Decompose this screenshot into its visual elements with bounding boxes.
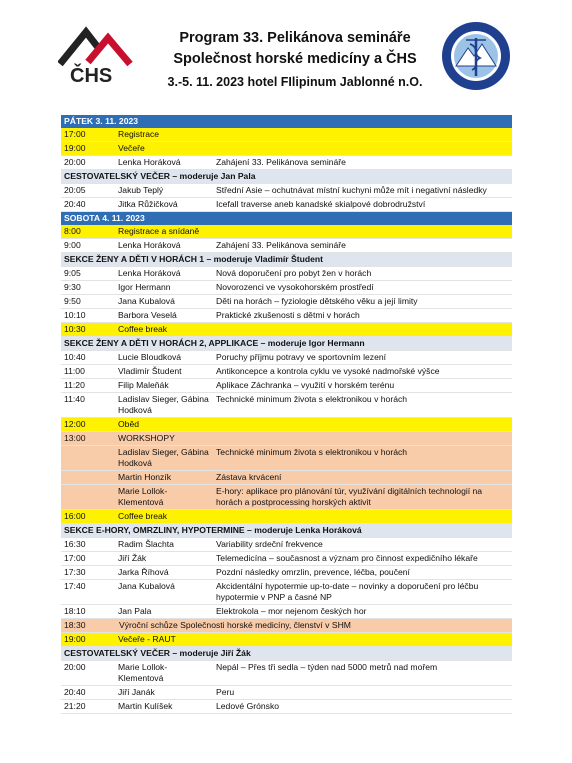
row-topic: Praktické zkušenosti s dětmi v horách (216, 310, 360, 320)
row-topic (214, 142, 512, 155)
row-topic: Peru (216, 687, 235, 697)
row-topic (214, 128, 512, 141)
section-title: CESTOVATELSKÝ VEČER – moderuje Jiří Žák (64, 648, 251, 658)
row-topic: Zástava krvácení (216, 472, 282, 482)
section-title: SEKCE E-HORY, OMRZLINY, HYPOTERMINE – moderuje Lenka Horáková (64, 525, 362, 535)
row-speaker: Jitka Růžičková (118, 199, 178, 209)
schedule-row (61, 633, 512, 647)
schedule-row (61, 552, 512, 566)
row-topic (214, 432, 512, 445)
title-line-3: 3.-5. 11. 2023 hotel FIlipinum Jablonné n.O. (167, 75, 423, 89)
row-speaker: Jan Pala (118, 606, 152, 616)
row-speaker: Marie Lollok-Klementová (118, 486, 168, 507)
row-time: 20:40 (64, 687, 86, 697)
row-topic (214, 633, 512, 646)
row-time: 16:00 (64, 511, 86, 521)
row-time: 17:00 (64, 553, 86, 563)
schedule-row (61, 510, 512, 524)
schedule-row (61, 700, 512, 714)
schedule-row (61, 267, 512, 281)
row-speaker: Radim Šlachta (118, 539, 174, 549)
schedule-row (61, 309, 512, 323)
row-topic (214, 418, 512, 431)
title-line-2: Společnost horské medicíny a ČHS (173, 51, 417, 67)
section-title: SOBOTA 4. 11. 2023 (64, 213, 145, 223)
row-speaker: Jiří Žák (118, 553, 147, 563)
schedule-row (61, 351, 512, 365)
row-time: 19:00 (64, 143, 86, 153)
row-speaker: Ladislav Sieger, Gábina Hodková (118, 447, 209, 468)
row-topic: Zahájení 33. Pelikánova semináře (216, 157, 346, 167)
section-title: SEKCE ŽENY A DĚTI V HORÁCH 1 – moderuje Vladimír Študent (64, 254, 323, 264)
row-time (61, 446, 116, 470)
row-speaker: Martin Honzík (118, 472, 172, 482)
row-topic (214, 323, 512, 336)
row-speaker: Jiří Janák (118, 687, 155, 697)
row-time: 20:40 (64, 199, 86, 209)
row-speaker: Jana Kubalová (118, 581, 175, 591)
row-event: Výroční schůze Společnosti horské medicíny, členství v SHM (119, 620, 351, 630)
row-time: 9:50 (64, 296, 81, 306)
row-topic: Nepál – Přes tři sedla – týden nad 5000 metrů nad mořem (216, 662, 438, 672)
row-speaker: WORKSHOPY (118, 433, 175, 443)
row-speaker: Barbora Veselá (118, 310, 177, 320)
schedule-row (61, 198, 512, 212)
row-speaker: Coffee break (118, 324, 168, 334)
row-topic: Děti na horách – fyziologie dětského věku a její limity (216, 296, 418, 306)
row-time: 19:00 (64, 634, 86, 644)
row-speaker: Registrace (118, 129, 160, 139)
section-header (61, 253, 512, 267)
schedule-row (61, 605, 512, 619)
row-speaker: Večeře - RAUT (118, 634, 176, 644)
schedule-row (61, 281, 512, 295)
schedule-row (61, 295, 512, 309)
row-speaker: Martin Kulíšek (118, 701, 173, 711)
row-speaker: Jana Kubalová (118, 296, 175, 306)
schedule-row (61, 239, 512, 253)
row-topic: Akcidentální hypotermie up-to-date – novinky a doporučení pro léčbu hypotermie v PNP a časné NP (216, 581, 479, 602)
schedule-table (61, 115, 512, 714)
schedule-row (61, 393, 512, 418)
row-topic: Telemedicína – současnost a význam pro činnost expedičního lékaře (216, 553, 478, 563)
row-topic (214, 225, 512, 238)
row-speaker: Lenka Horáková (118, 157, 181, 167)
row-topic: Střední Asie – ochutnávat místní kuchyni může mít i negativní následky (216, 185, 487, 195)
row-speaker: Ladislav Sieger, Gábina Hodková (118, 394, 209, 415)
title-line-1: Program 33. Pelikánova semináře (179, 30, 411, 46)
row-time: 18:10 (64, 606, 86, 616)
row-speaker: Jakub Teplý (118, 185, 164, 195)
row-speaker: Jarka Říhová (118, 567, 169, 577)
schedule-row (61, 156, 512, 170)
section-header (61, 212, 512, 225)
row-speaker: Lenka Horáková (118, 268, 181, 278)
schedule-row (61, 471, 512, 485)
schedule-row (61, 432, 512, 446)
row-time: 17:30 (64, 567, 86, 577)
schedule-row (61, 446, 512, 471)
schedule-row (61, 128, 512, 142)
row-topic: Novorozenci ve vysokohorském prostředí (216, 282, 374, 292)
row-time: 16:30 (64, 539, 86, 549)
schedule-row (61, 580, 512, 605)
chs-logo-icon (58, 24, 138, 84)
row-time: 10:10 (64, 310, 86, 320)
document-title (150, 28, 440, 92)
row-topic: Variability srdeční frekvence (216, 539, 323, 549)
schedule-row (61, 538, 512, 552)
row-time: 10:40 (64, 352, 86, 362)
row-time: 17:40 (64, 581, 86, 591)
row-speaker: Večeře (118, 143, 145, 153)
logo-text: ČHS (70, 65, 113, 84)
row-speaker: Filip Maleňák (118, 380, 169, 390)
row-time: 18:30 (64, 620, 86, 630)
schedule-row (61, 184, 512, 198)
row-time (61, 485, 116, 509)
row-topic: Aplikace Záchranka – využití v horském terénu (216, 380, 395, 390)
schedule-row (61, 379, 512, 393)
row-topic (214, 510, 512, 523)
row-speaker: Lucie Bloudková (118, 352, 182, 362)
row-speaker: Coffee break (118, 511, 168, 521)
schedule-row (61, 686, 512, 700)
row-time: 11:40 (64, 394, 85, 404)
row-topic: Pozdní následky omrzlin, prevence, léčba, poučení (216, 567, 410, 577)
row-topic: Zahájení 33. Pelikánova semináře (216, 240, 346, 250)
section-header (61, 170, 512, 184)
schedule-row (61, 566, 512, 580)
row-time: 8:00 (64, 226, 81, 236)
row-time: 21:20 (64, 701, 86, 711)
row-time: 20:05 (64, 185, 86, 195)
schedule-row (61, 485, 512, 510)
row-topic: Elektrokola – mor nejenom českých hor (216, 606, 367, 616)
section-title: PÁTEK 3. 11. 2023 (64, 116, 139, 126)
row-time: 9:05 (64, 268, 81, 278)
row-time: 20:00 (64, 157, 86, 167)
row-time: 11:00 (64, 366, 85, 376)
section-header (61, 337, 512, 351)
row-topic: Nová doporučení pro pobyt žen v horách (216, 268, 372, 278)
schedule-row (61, 323, 512, 337)
schedule-row (61, 142, 512, 156)
schedule-row (61, 225, 512, 239)
schedule-row (61, 661, 512, 686)
row-time: 17:00 (64, 129, 86, 139)
schedule-row (61, 365, 512, 379)
row-topic: Ledové Grónsko (216, 701, 280, 711)
shm-emblem-icon (440, 20, 512, 92)
row-time: 20:00 (64, 662, 86, 672)
row-topic: E-hory: aplikace pro plánování túr, využívání digitálních technologií na horách a postprocessing horských aktivit (216, 486, 483, 507)
row-speaker: Marie Lollok-Klementová (118, 662, 168, 683)
schedule-row (61, 619, 512, 633)
schedule-row (61, 418, 512, 432)
row-time: 10:30 (64, 324, 86, 334)
row-topic: Poruchy příjmu potravy ve sportovním lezení (216, 352, 387, 362)
row-time: 9:00 (64, 240, 81, 250)
row-topic: Icefall traverse aneb kanadské skialpové dobrodružství (216, 199, 426, 209)
row-speaker: Lenka Horáková (118, 240, 181, 250)
document-header (0, 0, 572, 110)
row-speaker: Registrace a snídaně (118, 226, 200, 236)
section-header (61, 647, 512, 661)
row-speaker: Igor Hermann (118, 282, 171, 292)
section-title: SEKCE ŽENY A DĚTI V HORÁCH 2, APPLIKACE – moderuje Igor Hermann (64, 338, 365, 348)
row-time: 12:00 (64, 419, 86, 429)
row-topic: Technické minimum života s elektronikou v horách (216, 447, 408, 457)
row-topic: Antikoncepce a kontrola cyklu ve vysoké nadmořské výšce (216, 366, 440, 376)
row-time: 9:30 (64, 282, 81, 292)
section-header (61, 524, 512, 538)
section-header (61, 115, 512, 128)
row-time: 11:20 (64, 380, 85, 390)
row-speaker: Oběd (118, 419, 140, 429)
section-title: CESTOVATELSKÝ VEČER – moderuje Jan Pala (64, 171, 256, 181)
row-time (61, 471, 116, 484)
row-time: 13:00 (64, 433, 86, 443)
row-speaker: Vladimír Študent (118, 366, 182, 376)
row-topic: Technické minimum života s elektronikou v horách (216, 394, 408, 404)
